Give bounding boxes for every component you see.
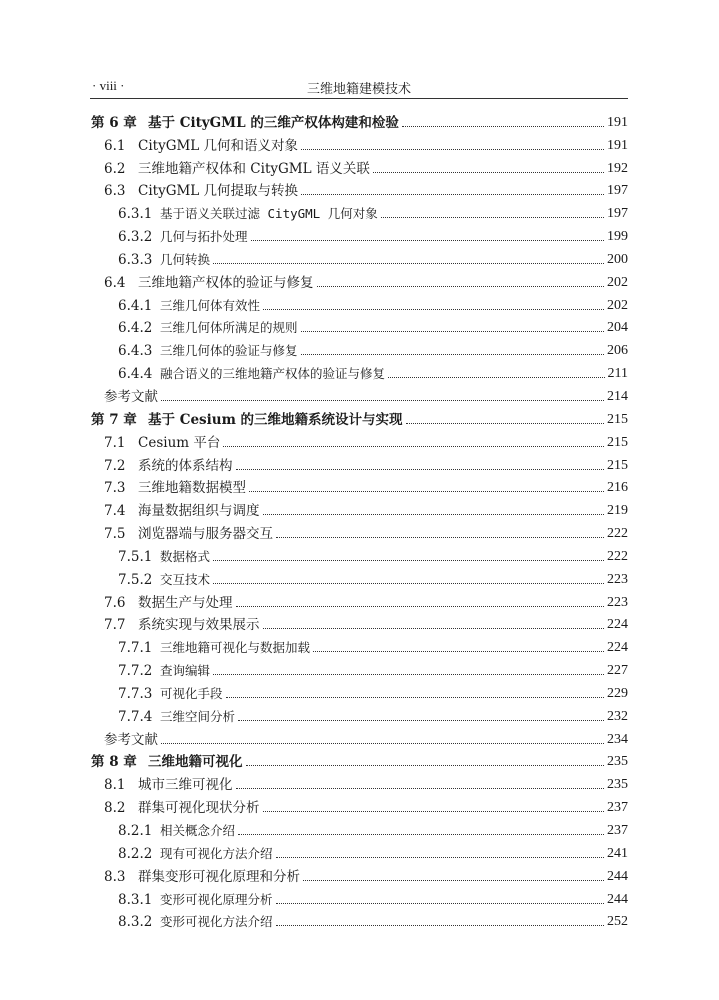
toc-entry-page: 202 [607,274,628,290]
toc-entry-number: 8.2.2 [118,845,153,862]
toc-entry-title: 交互技术 [160,571,211,587]
toc-entry-number: 8.3.2 [118,914,153,931]
toc-entry-number: 7.7.2 [118,663,153,680]
dot-leader [317,286,605,287]
toc-entry-title: CityGML 几何提取与转换 [138,183,299,200]
toc-entry-title: 几何与拓扑处理 [160,229,248,245]
toc-entry-number: 7.7.1 [118,640,153,657]
dot-leader [223,446,604,447]
dot-leader [213,583,604,584]
dot-leader [238,834,604,835]
dot-leader [263,811,605,812]
toc-entry-title: CityGML 几何和语义对象 [138,137,299,154]
toc-entry-section [90,793,628,816]
toc-entry-title: 浏览器端与服务器交互 [138,526,273,543]
toc-entry-title: 三维地籍可视化 [148,754,243,771]
toc-entry-number: 6.3.2 [118,229,153,246]
toc-entry-number: 7.5.2 [118,571,153,588]
toc-entry-page: 229 [607,685,628,701]
toc-entry-ref [90,725,628,748]
toc-entry-number: 7.5 [104,526,126,543]
toc-entry-sub [90,702,628,725]
toc-entry-number: 7.7 [104,617,126,634]
toc-entry-page: 214 [607,388,628,404]
toc-entry-page: 204 [607,320,628,336]
toc-entry-number: 8.3 [104,868,126,885]
dot-leader [213,674,604,675]
toc-entry-page: 215 [607,411,628,427]
dot-leader [381,217,604,218]
dot-leader [213,263,604,264]
toc-entry-title: 三维地籍产权体的验证与修复 [138,274,314,291]
running-header [90,76,628,99]
toc-entry-title: 几何转换 [160,251,211,267]
toc-entry-number: 6.4.1 [118,297,153,314]
dot-leader [313,651,604,652]
dot-leader [161,400,604,401]
dot-leader [263,514,605,515]
dot-leader [276,537,604,538]
dot-leader [246,765,605,766]
page-number: · viii · [92,78,125,93]
toc-entry-sub [90,656,628,679]
dot-leader [263,309,604,310]
toc-entry-title: 参考文献 [104,388,158,405]
toc-entry-title: 三维几何体所满足的规则 [160,320,298,336]
toc-entry-number: 7.7.4 [118,708,153,725]
toc-entry-section [90,268,628,291]
toc-entry-number: 7.6 [104,594,126,611]
toc-entry-sub [90,679,628,702]
dot-leader [213,560,604,561]
toc-entry-number: 6.3.1 [118,206,153,223]
toc-entry-page: 211 [607,366,628,382]
toc-entry-page: 219 [607,503,628,519]
toc-entry-number: 第 8 章 [91,754,137,771]
toc-entry-number: 6.3.3 [118,251,153,268]
dot-leader [249,491,604,492]
toc-entry-page: 224 [607,640,628,656]
toc-entry-sub [90,199,628,222]
table-of-contents [90,108,628,930]
dot-leader [303,880,604,881]
toc-entry-number: 7.3 [104,480,126,497]
dot-leader [236,788,605,789]
toc-entry-number: 第 7 章 [91,411,137,428]
toc-entry-page: 222 [607,526,628,542]
toc-entry-page: 197 [607,206,628,222]
toc-entry-number: 第 6 章 [91,114,137,131]
toc-entry-page: 223 [607,571,628,587]
toc-entry-section [90,428,628,451]
toc-entry-section [90,154,628,177]
dot-leader [263,628,605,629]
toc-entry-sub [90,336,628,359]
toc-entry-section [90,862,628,885]
toc-entry-page: 224 [607,617,628,633]
toc-entry-title: 三维几何体有效性 [160,297,261,313]
book-title: 三维地籍建模技术 [306,82,411,97]
toc-entry-number: 6.4.3 [118,343,153,360]
toc-entry-page: 192 [607,160,628,176]
toc-entry-sub [90,222,628,245]
dot-leader [161,743,604,744]
toc-entry-title: 系统的体系结构 [138,457,233,474]
toc-entry-page: 227 [607,663,628,679]
toc-entry-title: 相关概念介绍 [160,823,236,838]
dot-leader [301,149,604,150]
toc-entry-number: 7.5.1 [118,548,153,565]
dot-leader [373,172,604,173]
toc-entry-page: 252 [607,914,628,930]
toc-entry-number: 7.4 [104,503,126,520]
toc-entry-title: 群集可视化现状分析 [138,800,260,817]
toc-entry-sub [90,885,628,908]
toc-entry-number: 7.2 [104,457,126,474]
dot-leader [276,903,604,904]
dot-leader [251,240,604,241]
toc-entry-title: 可视化手段 [160,685,223,701]
toc-entry-title: 现有可视化方法介绍 [160,845,273,861]
toc-entry-title: 基于 Cesium 的三维地籍系统设计与实现 [148,411,403,428]
dot-leader [236,606,605,607]
toc-entry-ref [90,382,628,405]
toc-entry-title: 三维几何体的验证与修复 [160,343,298,359]
toc-entry-page: 199 [607,229,628,245]
toc-entry-title: 变形可视化方法介绍 [160,914,273,930]
toc-entry-number: 7.7.3 [118,685,153,702]
toc-entry-page: 191 [607,114,628,130]
dot-leader [301,331,604,332]
dot-leader [301,354,604,355]
toc-entry-section [90,177,628,200]
toc-entry-page: 200 [607,251,628,267]
toc-entry-section [90,451,628,474]
toc-entry-sub [90,839,628,862]
toc-entry-page: 241 [607,845,628,861]
toc-entry-number: 6.4.2 [118,320,153,337]
dot-leader [388,377,605,378]
dot-leader [226,697,604,698]
toc-entry-title: 数据生产与处理 [138,594,233,611]
toc-entry-page: 235 [607,754,628,770]
toc-entry-title: 数据格式 [160,548,211,564]
toc-entry-chapter [90,108,628,131]
toc-entry-section [90,519,628,542]
toc-entry-title: 查询编辑 [160,663,211,679]
toc-entry-chapter [90,748,628,771]
dot-leader [236,469,605,470]
dot-leader [276,925,604,926]
toc-entry-number: 6.1 [104,137,126,154]
toc-entry-page: 235 [607,777,628,793]
toc-entry-page: 223 [607,594,628,610]
dot-leader [276,857,604,858]
toc-entry-title: 参考文献 [104,731,158,748]
dot-leader [238,720,604,721]
toc-entry-number: 8.3.1 [118,891,153,908]
toc-entry-sub [90,633,628,656]
dot-leader [406,423,604,424]
toc-entry-section [90,474,628,497]
toc-entry-page: 197 [607,183,628,199]
toc-entry-page: 244 [607,868,628,884]
toc-entry-title: 变形可视化原理分析 [160,891,273,907]
toc-entry-title: 海量数据组织与调度 [138,503,260,520]
toc-entry-chapter [90,405,628,428]
toc-entry-page: 215 [607,457,628,473]
toc-entry-page: 215 [607,434,628,450]
toc-entry-sub [90,359,628,382]
toc-entry-title: 基于语义关联过滤 CityGML 几何对象 [160,206,378,222]
toc-entry-page: 202 [607,297,628,313]
toc-entry-number: 6.4 [104,274,126,291]
toc-entry-number: 8.2.1 [118,823,153,839]
toc-entry-title: 三维空间分析 [160,708,236,724]
toc-entry-title: 城市三维可视化 [138,777,233,794]
dot-leader [301,194,604,195]
toc-entry-sub [90,542,628,565]
toc-entry-number: 7.1 [104,434,126,451]
toc-entry-page: 222 [607,548,628,564]
toc-entry-sub [90,816,628,839]
toc-entry-number: 8.1 [104,777,126,794]
toc-entry-section [90,496,628,519]
toc-entry-sub [90,565,628,588]
toc-entry-sub [90,314,628,337]
toc-entry-page: 244 [607,891,628,907]
toc-entry-page: 237 [607,800,628,816]
toc-entry-number: 8.2 [104,800,126,817]
toc-entry-title: 三维地籍产权体和 CityGML 语义关联 [138,160,370,177]
toc-entry-section [90,131,628,154]
toc-entry-number: 6.3 [104,183,126,200]
toc-entry-title: Cesium 平台 [138,434,221,451]
toc-entry-title: 三维地籍可视化与数据加载 [160,640,311,656]
toc-entry-page: 232 [607,708,628,724]
toc-entry-sub [90,291,628,314]
toc-entry-page: 237 [607,823,628,838]
toc-entry-title: 基于 CityGML 的三维产权体构建和检验 [148,114,399,131]
toc-entry-page: 191 [607,137,628,153]
dot-leader [402,126,604,127]
toc-entry-section [90,770,628,793]
toc-entry-sub [90,245,628,268]
toc-entry-section [90,588,628,611]
toc-entry-page: 206 [607,343,628,359]
toc-entry-section [90,611,628,634]
toc-entry-page: 234 [607,731,628,747]
toc-entry-title: 群集变形可视化原理和分析 [138,868,300,885]
toc-entry-sub [90,908,628,931]
toc-entry-number: 6.2 [104,160,126,177]
toc-entry-title: 三维地籍数据模型 [138,480,246,497]
toc-entry-title: 融合语义的三维地籍产权体的验证与修复 [160,366,386,382]
toc-entry-number: 6.4.4 [118,366,153,383]
toc-entry-title: 系统实现与效果展示 [138,617,260,634]
toc-entry-page: 216 [607,480,628,496]
